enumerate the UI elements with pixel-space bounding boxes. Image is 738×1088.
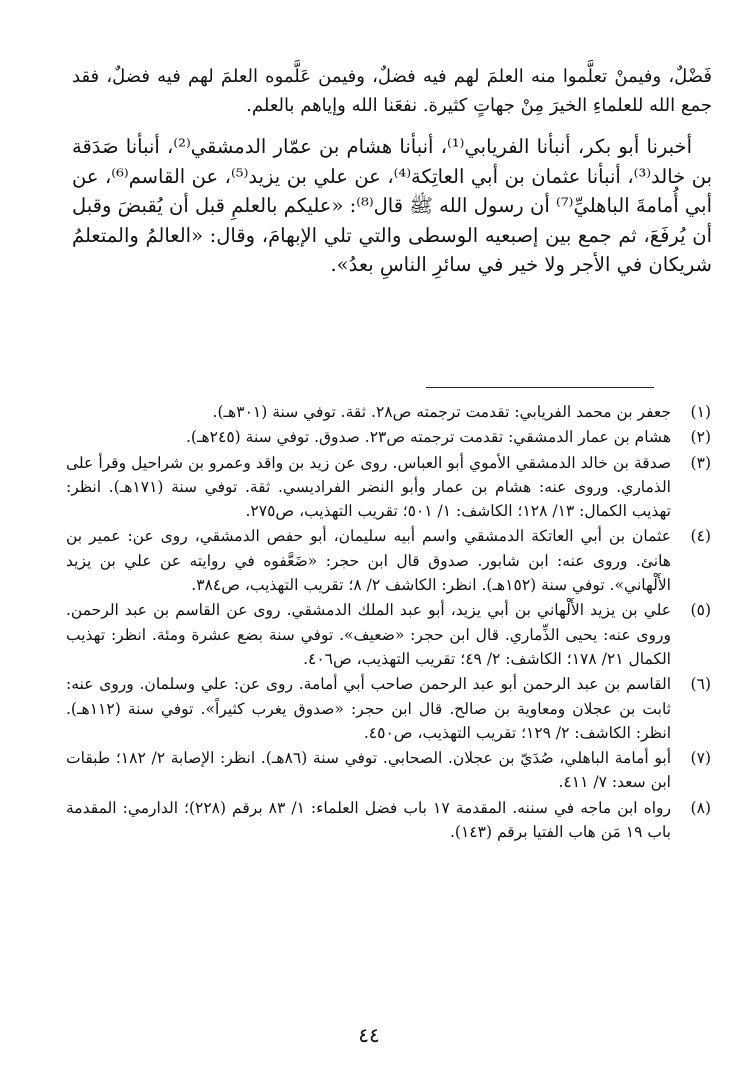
footnote-text: عثمان بن أبي العاتكة الدمشقي واسم أبيه سليمان، أبو حفص الدمشقي، روى عن: عمير بن هانئ. وروى عنه: ابن شابور. صدوق قال ابن حجر: «ضَعَّفوه في روايته عن علي بن يزيد الأَلْهاني». توفي سنة (١٥٢هـ). انظر: الكاشف ٢/ ٨؛ تقريب التهذيب، ص٣٨٤. [66, 527, 671, 595]
intro-paragraph: فَضْلٌ، وفيمنْ تعلَّموا منه العلمَ لهم فيه فضلٌ، وفيمن عَلَّموه العلمَ لهم فيه فضلٌ، فقد جمع الله للعلماءِ الخيرَ مِنْ جهاتٍ كثيرة. نفعَنا الله وإياهم بالعلم. [72, 66, 712, 116]
footnote-number: (١) [690, 403, 711, 421]
footnote-text: صدقة بن خالد الدمشقي الأموي أبو العباس. روى عن زيد بن واقد وعمرو بن شراحيل وقرأ على الذماري. وروى عنه: هشام بن عمار وأبو النضر الفراديسي. ثقة. توفي سنة (١٧١هـ). انظر: تهذيب الكمال: ١٣/ ١٢٨؛ الكاشف: ١/ ٥٠١؛ تقريب التهذيب، ص٢٧٥. [66, 453, 671, 521]
footnote-text: أبو أمامة الباهلي، صُدَيّ بن عجلان. الصحابي. توفي سنة (٨٦هـ). انظر: الإصابة ٢/ ١٨٢؛ طبقات ابن سعد: ٧/ ٤١١. [66, 749, 671, 792]
footnote-number: (٢) [690, 428, 711, 447]
footnote-text: علي بن يزيد الأَلْهاني بن أبي يزيد، أبو عبد الملك الدمشقي. روى عن القاسم بن عبد الرحمن. وروى عنه: يحيى الذِّماري. قال ابن حجر: «ضعيف». توفي سنة بضع عشرة ومئة. انظر: تهذيب الكمال ٢١/ ١٧٨؛ الكاشف: ٢/ ٤٩؛ تقريب التهذيب، ص٤٠٦. [66, 601, 671, 668]
footnote-number: (٤) [690, 527, 711, 546]
hadith-paragraph: أخبرنا أبو بكر، أنبأنا الفريابي⁽¹⁾، أنبأنا هشام بن عمّار الدمشقي⁽²⁾، أنبأنا صَدَقة بن خالد⁽³⁾، أنبأنا عثمان بن أبي العاتِكة⁽⁴⁾، عن علي بن يزيد⁽⁵⁾، عن القاسم⁽⁶⁾، عن أبي أُمامةَ الباهليِّ⁽⁷⁾ أن رسول الله ﷺ قال⁽⁸⁾: «عليكم بالعلمِ قبل أن يُقبضَ وقبل أن يُرفَعَ، ثم جمع بين إصبعيه الوسطى والتي تلي الإبهامَ، وقال: «العالمُ والمتعلمُ شريكان في الأجر ولا خير في سائرِ الناسِ بعدُ». [72, 135, 713, 276]
footnote-item [66, 451, 711, 524]
footnote-item [66, 796, 711, 845]
footnote-item [66, 598, 711, 671]
footnote-text: القاسم بن عبد الرحمن أبو عبد الرحمن صاحب أبي أمامة. روى عن: علي وسلمان. وروى عنه: ثابت بن عجلان ومعاوية بن صالح. قال ابن حجر: «صدوق يغرب كثيراً». توفي سنة (١١٢هـ). انظر: الكاشف: ٢/ ١٢٩؛ تقريب التهذيب، ص٤٥٠. [66, 675, 671, 742]
footnote-item [66, 746, 711, 795]
footnotes-section [66, 400, 711, 845]
footnote-item [66, 425, 711, 449]
footnote-item [66, 672, 711, 745]
footnote-number: (٨) [690, 798, 711, 817]
main-text [72, 62, 712, 280]
footnote-text: جعفر بن محمد الفريابي: تقدمت ترجمته ص٢٨. ثقة. توفي سنة (٣٠١هـ). [212, 403, 671, 421]
footnote-divider [426, 387, 654, 388]
page-number: ٤٤ [358, 1023, 380, 1047]
footnote-number: (٥) [690, 601, 711, 620]
footnote-item [66, 400, 711, 424]
footnote-item [66, 524, 711, 597]
footnote-number: (٧) [690, 749, 711, 768]
footnote-text: هشام بن عمار الدمشقي: تقدمت ترجمته ص٢٣. صدوق. توفي سنة (٢٤٥هـ). [185, 428, 671, 447]
footnote-text: رواه ابن ماجه في سننه. المقدمة ١٧ باب فضل العلماء: ١/ ٨٣ برقم (٢٢٨)؛ الدارمي: المقدمة باب ١٩ مَن هاب الفتيا برقم (١٤٣). [66, 798, 671, 842]
footnote-number: (٦) [690, 675, 711, 694]
footnote-number: (٣) [690, 453, 711, 472]
